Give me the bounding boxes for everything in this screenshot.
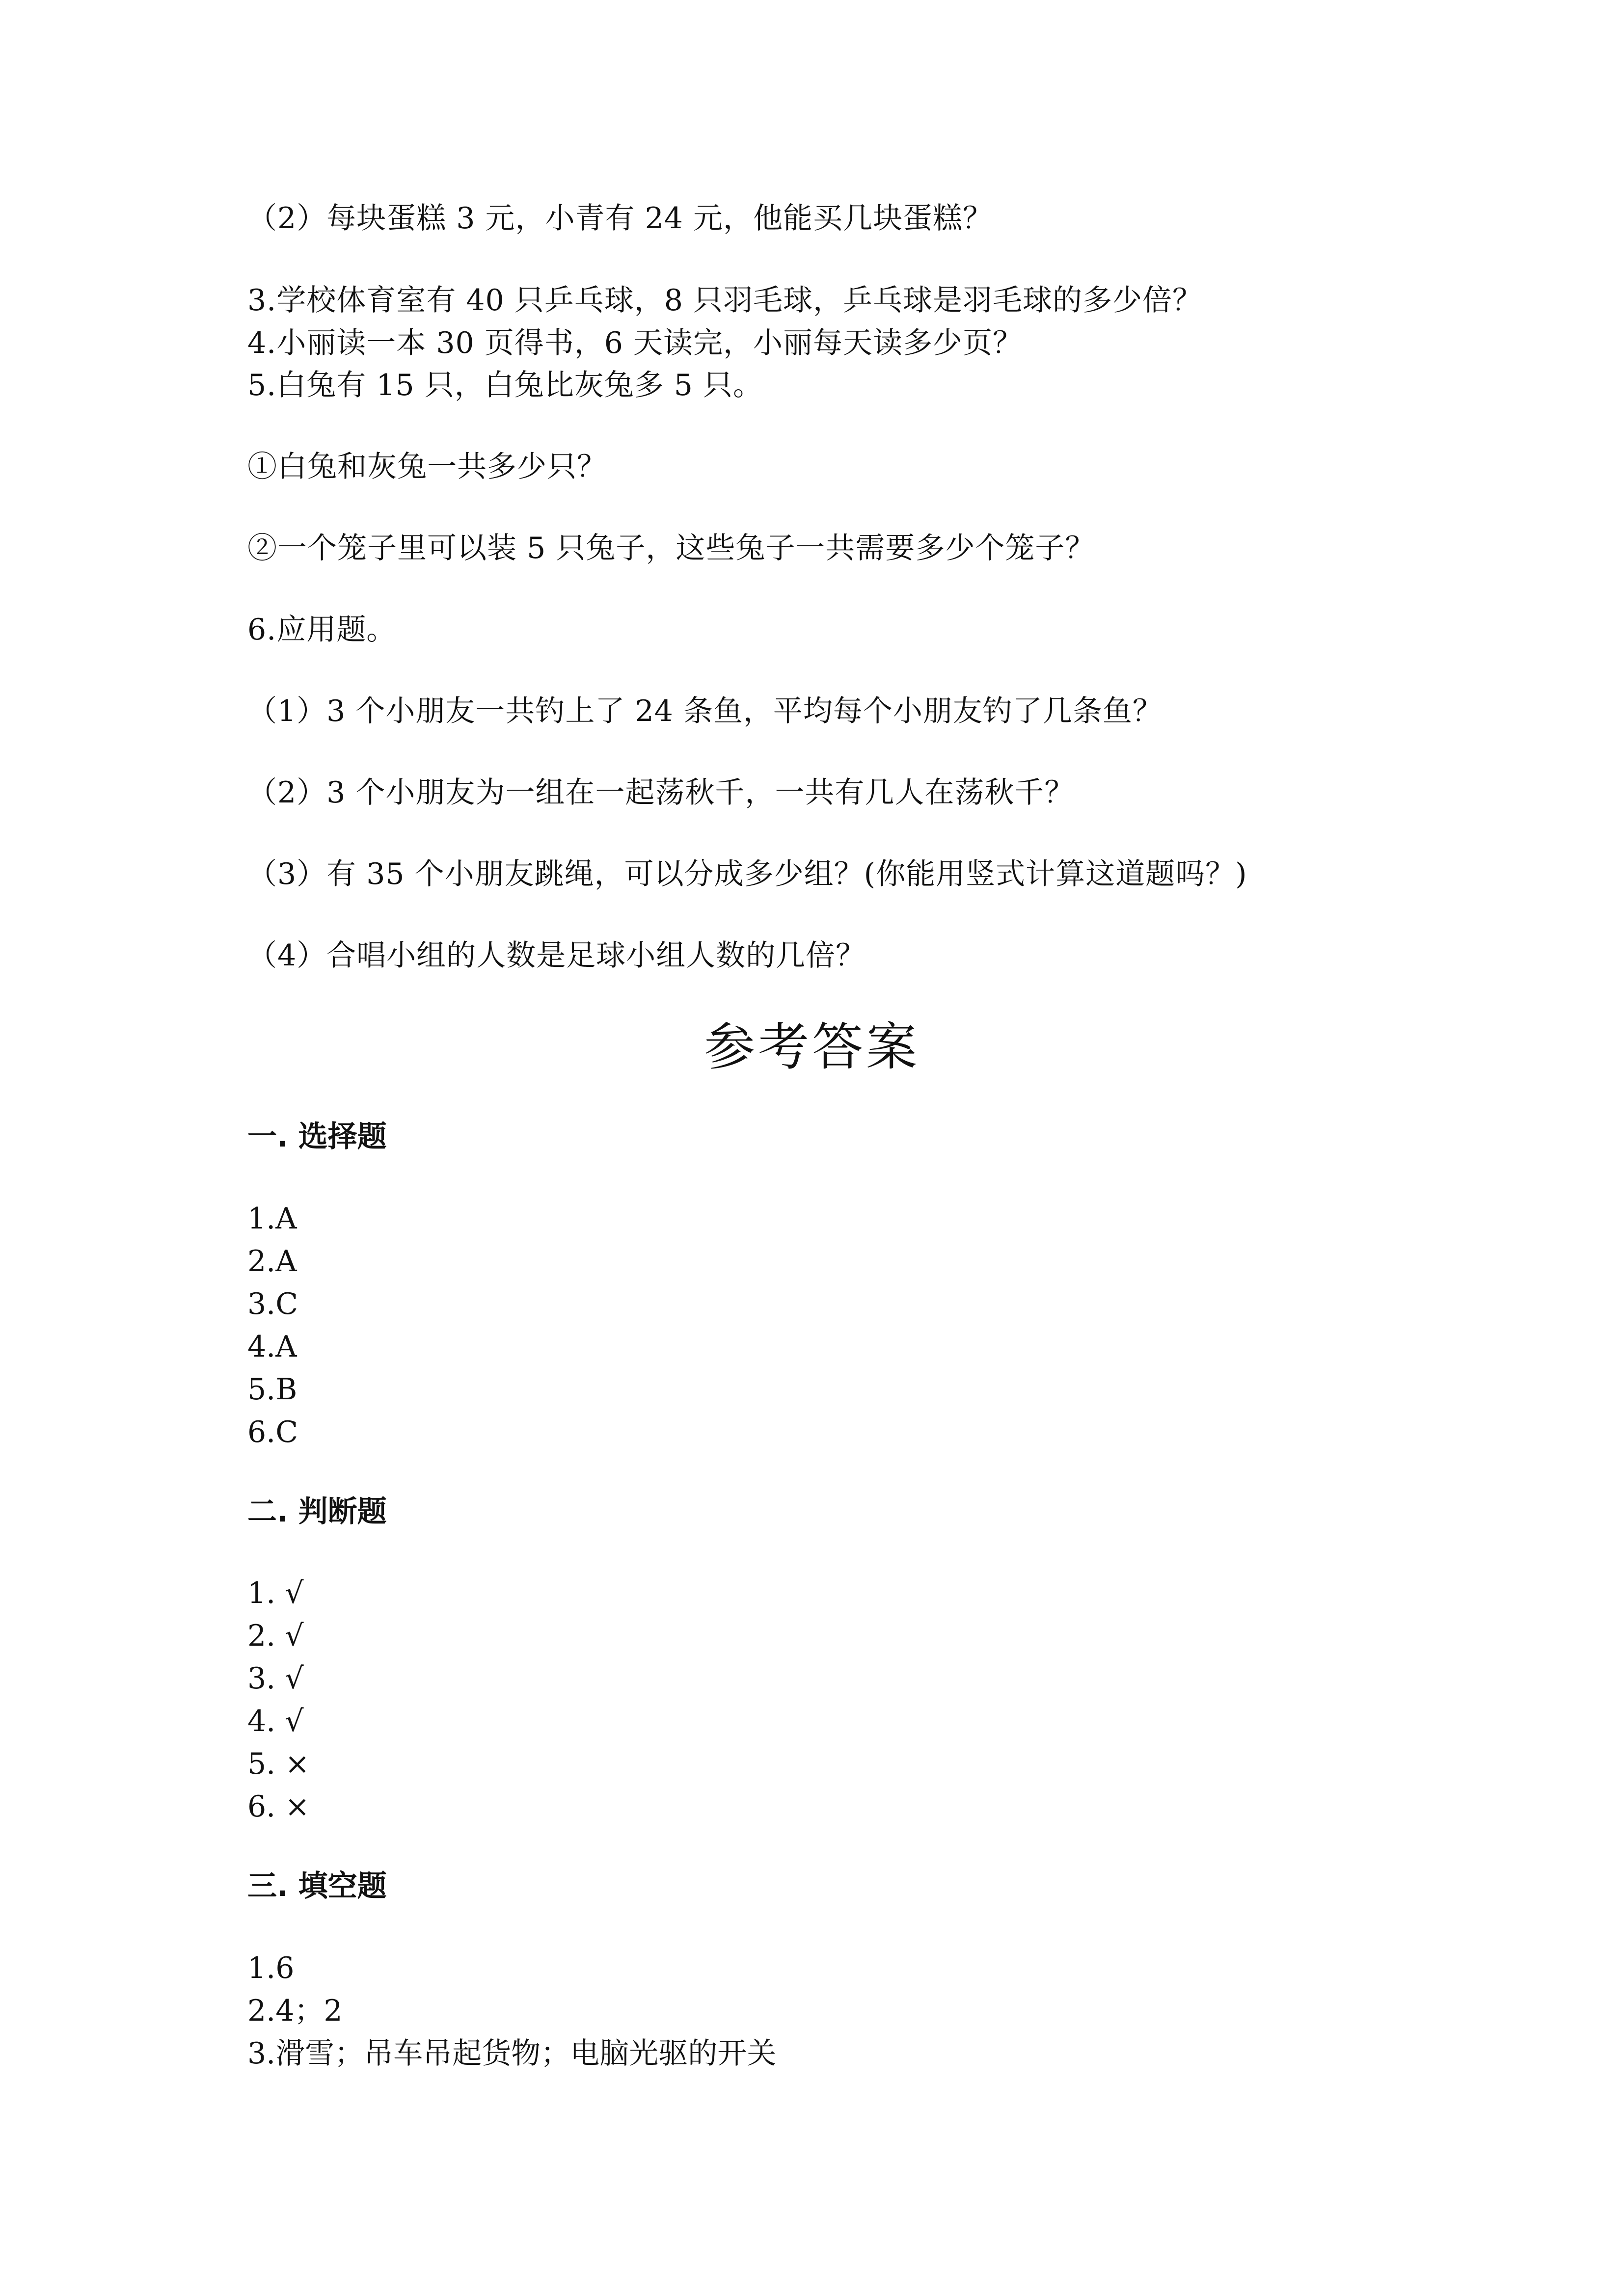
- answer-item: 1.6: [247, 1951, 295, 1985]
- answer-item: 1. √: [247, 1576, 304, 1610]
- answer-item: 4.A: [247, 1330, 297, 1364]
- question-6-1: （1）3 个小朋友一共钓上了 24 条鱼，平均每个小朋友钓了几条鱼？: [247, 694, 1163, 728]
- answer-item: 6. ×: [247, 1789, 310, 1824]
- answers-title: 参考答案: [704, 1017, 920, 1077]
- answer-item: 3.滑雪；吊车吊起货物；电脑光驱的开关: [247, 2036, 777, 2071]
- question-4: 4.小丽读一本 30 页得书，6 天读完，小丽每天读多少页？: [247, 326, 1023, 360]
- question-6-2: （2）3 个小朋友为一组在一起荡秋千，一共有几人在荡秋千？: [247, 775, 1075, 810]
- answer-item: 2.A: [247, 1244, 297, 1279]
- answer-item: 4. √: [247, 1704, 304, 1738]
- question-6-4: （4）合唱小组的人数是足球小组人数的几倍？: [247, 938, 866, 973]
- answer-item: 2. √: [247, 1619, 304, 1653]
- section-heading-judgement: 二. 判断题: [247, 1495, 387, 1529]
- question-6-3: （3）有 35 个小朋友跳绳，可以分成多少组？(你能用竖式计算这道题吗？): [247, 857, 1247, 891]
- answer-item: 3.C: [247, 1287, 298, 1321]
- answer-item: 6.C: [247, 1415, 298, 1449]
- answer-item: 5. ×: [247, 1747, 310, 1781]
- answer-item: 3. √: [247, 1661, 304, 1696]
- question-5-2: ②一个笼子里可以装 5 只兔子，这些兔子一共需要多少个笼子？: [247, 531, 1095, 565]
- answer-item: 2.4；2: [247, 1994, 343, 2028]
- question-3: 3.学校体育室有 40 只乒乓球，8 只羽毛球，乒乓球是羽毛球的多少倍？: [247, 283, 1202, 318]
- section-heading-fill-blank: 三. 填空题: [247, 1869, 387, 1903]
- section-heading-choice: 一. 选择题: [247, 1120, 387, 1154]
- answer-item: 5.B: [247, 1372, 298, 1407]
- question-5-1: ①白兔和灰兔一共多少只？: [247, 450, 607, 484]
- answer-item: 1.A: [247, 1201, 297, 1236]
- question-6: 6.应用题。: [247, 613, 397, 647]
- question-2-2: （2）每块蛋糕 3 元，小青有 24 元，他能买几块蛋糕？: [247, 201, 993, 236]
- question-5: 5.白兔有 15 只，白兔比灰兔多 5 只。: [247, 368, 763, 402]
